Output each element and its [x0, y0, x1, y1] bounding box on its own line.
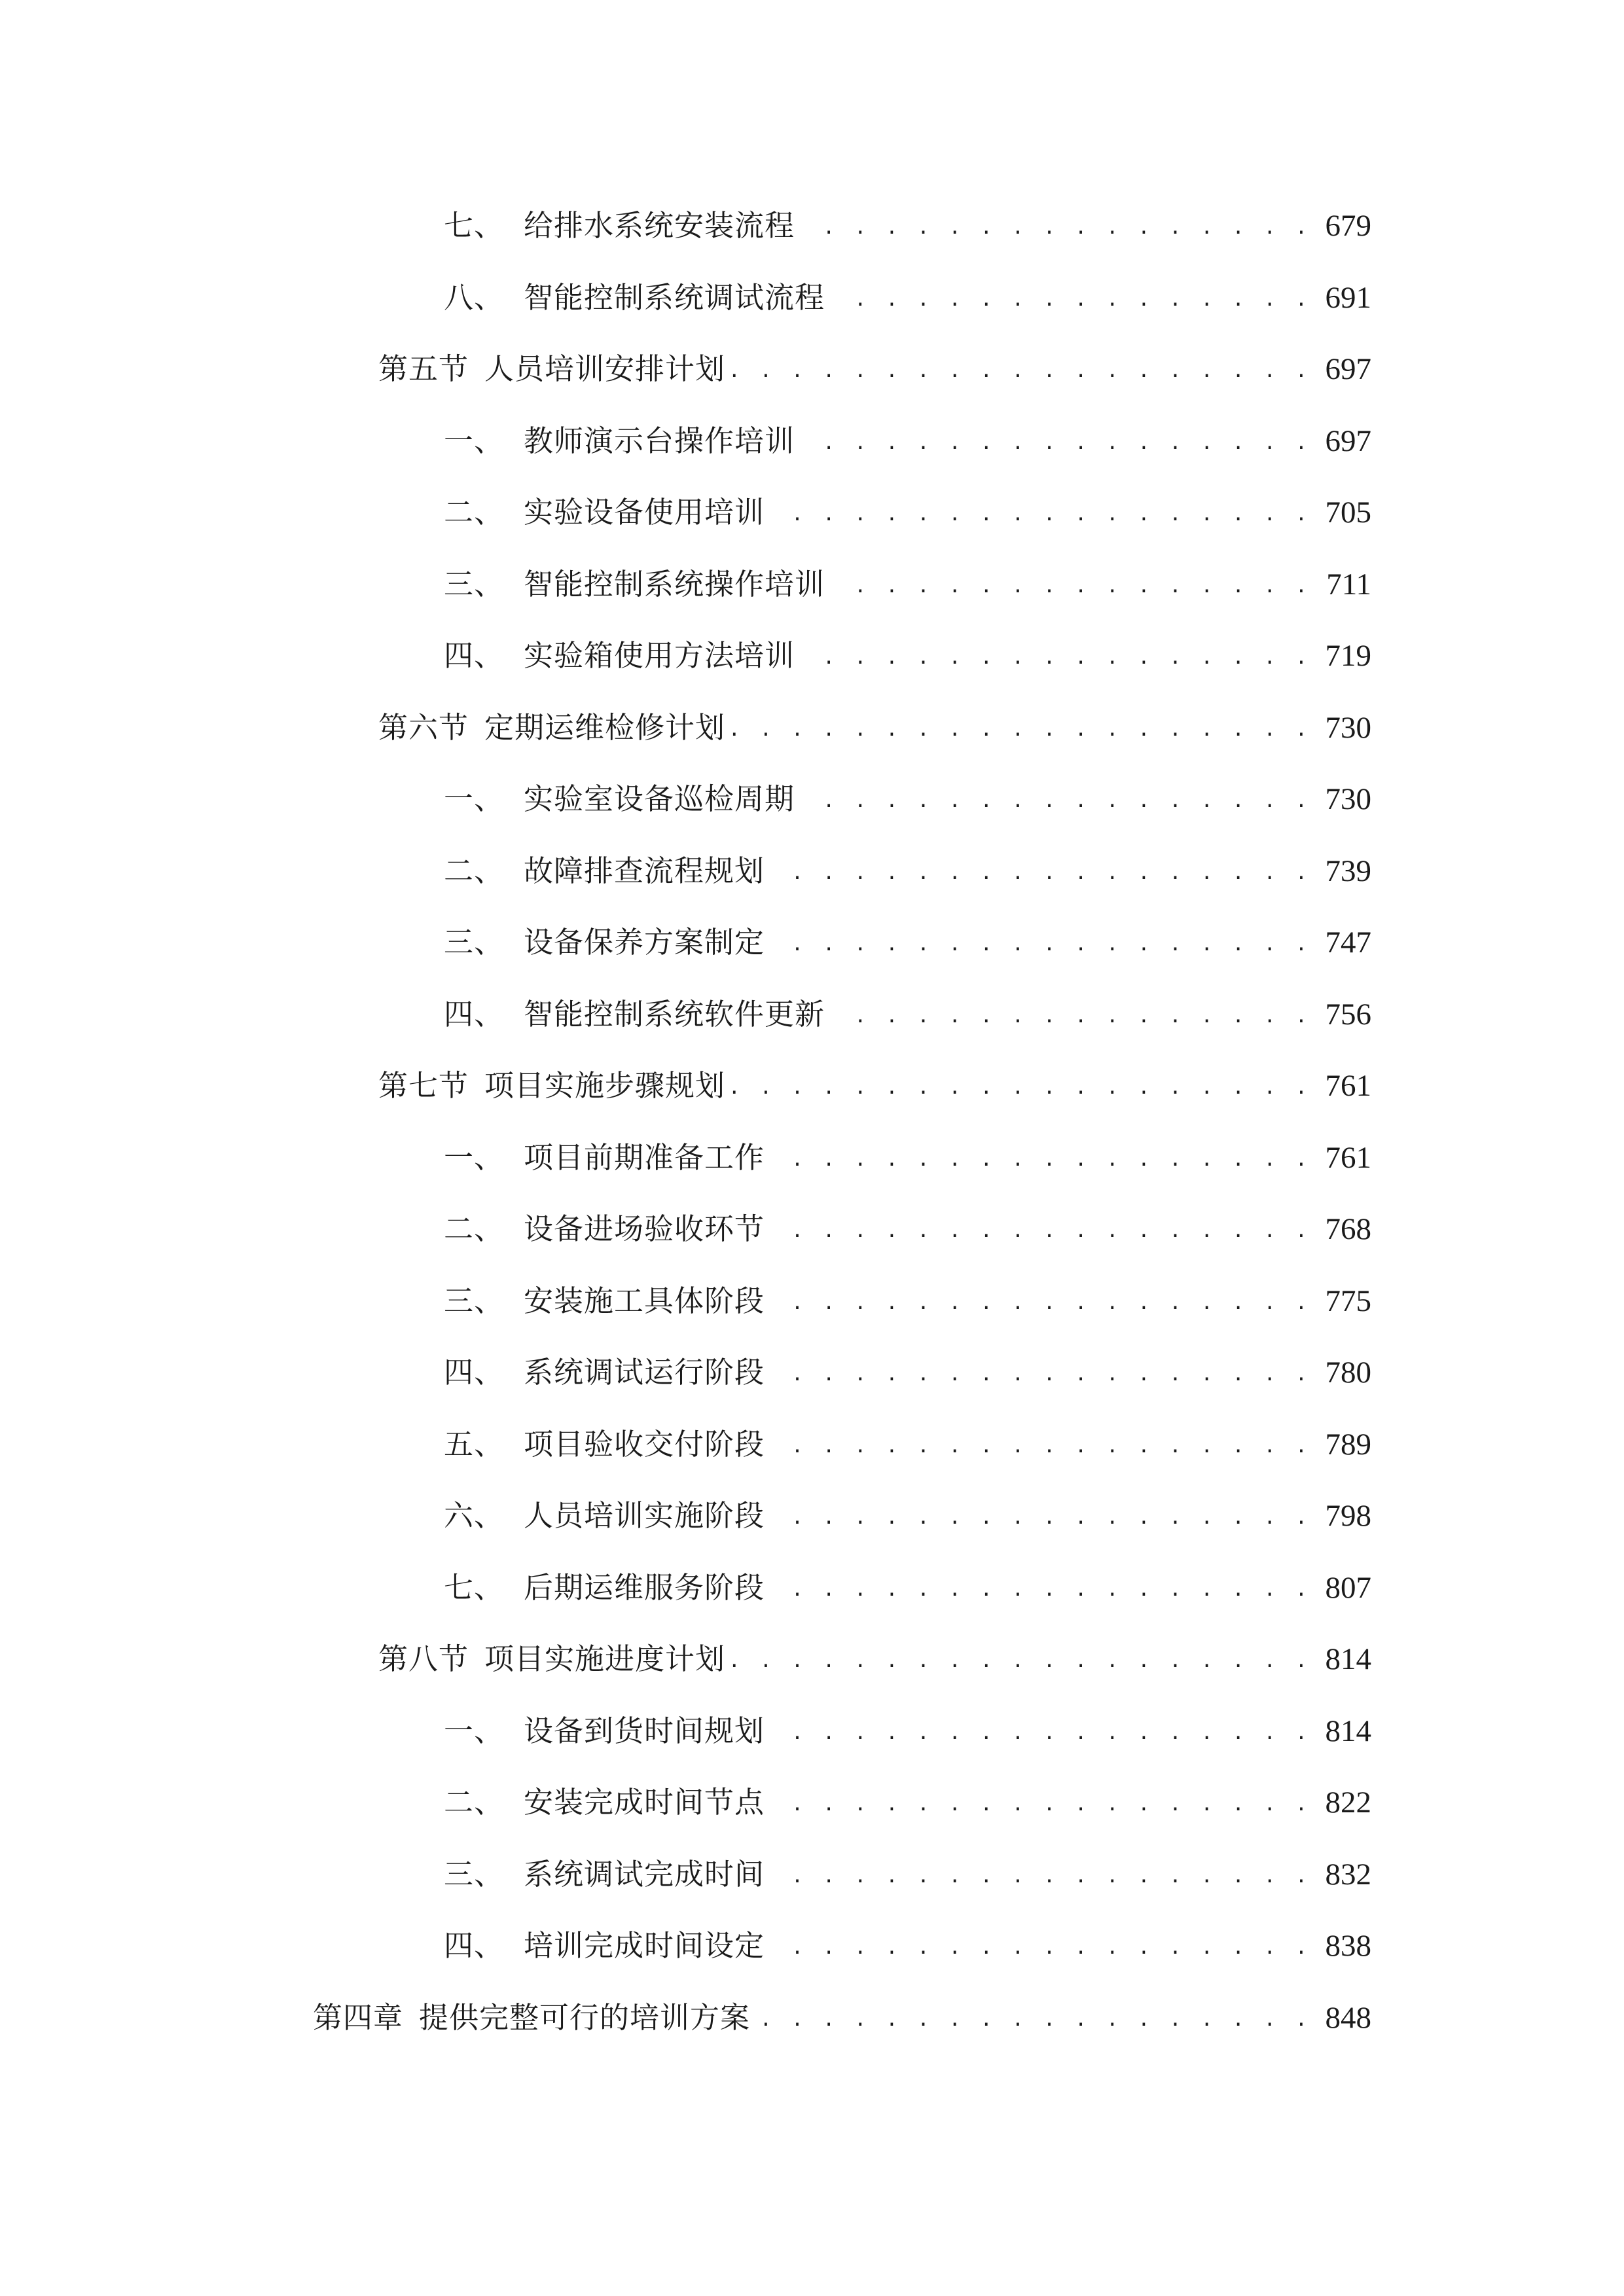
toc-entry-number: 四、	[444, 638, 505, 673]
toc-entry-title: 系统调试运行阶段	[524, 1355, 765, 1390]
toc-entry-number: 第八节	[378, 1641, 469, 1676]
toc-entry[interactable]	[444, 1490, 1371, 1542]
dot-leader	[771, 486, 1311, 539]
dot-leader	[732, 702, 1311, 754]
toc-entry-number: 第四章	[313, 2000, 404, 2035]
toc-entry-page-number: 705	[1325, 495, 1371, 529]
dot-leader	[771, 1203, 1311, 1255]
dot-leader	[771, 1705, 1311, 1757]
dot-leader	[732, 1633, 1311, 1685]
toc-entry-number: 六、	[444, 1498, 505, 1533]
toc-entry-number: 七、	[444, 208, 505, 243]
toc-entry-page-number: 756	[1325, 997, 1371, 1031]
toc-entry-page-number: 719	[1325, 639, 1371, 673]
toc-entry-number: 一、	[444, 1713, 505, 1748]
dot-leader	[771, 916, 1311, 969]
toc-entry[interactable]	[444, 630, 1371, 682]
toc-entry-title: 项目实施步骤规划	[484, 1068, 726, 1103]
toc-entry-title: 人员培训实施阶段	[524, 1498, 765, 1533]
toc-entry-page-number: 838	[1325, 1929, 1371, 1963]
toc-entry-title: 项目前期准备工作	[524, 1140, 765, 1175]
toc-entry[interactable]	[378, 1060, 1371, 1112]
toc-entry-title: 人员培训安排计划	[484, 351, 726, 386]
toc-entry-number: 第六节	[378, 710, 469, 745]
toc-entry[interactable]	[444, 415, 1371, 467]
toc-entry-title: 智能控制系统软件更新	[524, 997, 825, 1031]
dot-leader	[771, 1132, 1311, 1184]
toc-entry[interactable]	[444, 1203, 1371, 1255]
toc-entry[interactable]	[444, 1346, 1371, 1399]
toc-entry[interactable]	[444, 200, 1371, 252]
toc-entry-page-number: 761	[1325, 1069, 1371, 1103]
toc-entry-number: 四、	[444, 1355, 505, 1390]
toc-entry[interactable]	[444, 1920, 1371, 1972]
toc-entry-number: 第五节	[378, 351, 469, 386]
dot-leader	[801, 200, 1311, 252]
toc-entry-page-number: 739	[1325, 854, 1371, 888]
toc-entry-page-number: 807	[1325, 1571, 1371, 1605]
toc-entry-title: 系统调试完成时间	[524, 1857, 765, 1892]
toc-entry-page-number: 730	[1325, 782, 1371, 816]
toc-entry-number: 四、	[444, 1928, 505, 1963]
dot-leader	[771, 1920, 1311, 1972]
toc-entry[interactable]	[444, 558, 1371, 611]
toc-entry-number: 三、	[444, 567, 505, 601]
toc-entry-title: 后期运维服务阶段	[524, 1570, 765, 1605]
toc-entry-page-number: 798	[1325, 1499, 1371, 1533]
toc-entry-number: 二、	[444, 1785, 505, 1820]
toc-entry[interactable]	[444, 988, 1371, 1041]
dot-leader	[732, 1060, 1311, 1112]
toc-entry[interactable]	[444, 1776, 1371, 1829]
dot-leader	[801, 773, 1311, 825]
toc-entry-page-number: 679	[1325, 209, 1371, 243]
toc-entry-number: 二、	[444, 495, 505, 529]
toc-entry-page-number: 814	[1325, 1642, 1371, 1676]
toc-entry-title: 设备保养方案制定	[524, 925, 765, 960]
toc-entry[interactable]	[378, 343, 1371, 395]
toc-entry-number: 五、	[444, 1427, 505, 1462]
dot-leader	[757, 1992, 1311, 2044]
toc-entry-page-number: 789	[1325, 1427, 1371, 1462]
toc-entry-title: 提供完整可行的培训方案	[419, 2000, 751, 2035]
toc-entry-page-number: 711	[1326, 567, 1371, 601]
toc-entry-title: 培训完成时间设定	[524, 1928, 765, 1963]
toc-entry[interactable]	[444, 845, 1371, 897]
toc-entry-title: 安装完成时间节点	[524, 1785, 765, 1820]
toc-entry-number: 七、	[444, 1570, 505, 1605]
dot-leader	[771, 845, 1311, 897]
toc-entry-page-number: 697	[1325, 352, 1371, 386]
toc-entry-number: 第七节	[378, 1068, 469, 1103]
dot-leader	[771, 1275, 1311, 1327]
toc-entry-title: 设备到货时间规划	[524, 1713, 765, 1748]
toc-entry[interactable]	[378, 1633, 1371, 1685]
toc-entry[interactable]	[313, 1992, 1371, 2044]
toc-entry[interactable]	[444, 486, 1371, 539]
toc-entry-number: 一、	[444, 781, 505, 816]
toc-entry[interactable]	[444, 1418, 1371, 1471]
toc-entry[interactable]	[444, 1705, 1371, 1757]
toc-entry[interactable]	[444, 1132, 1371, 1184]
toc-entry-title: 设备进场验收环节	[524, 1211, 765, 1246]
toc-entry-title: 智能控制系统调试流程	[524, 280, 825, 315]
toc-entry[interactable]	[378, 702, 1371, 754]
dot-leader	[771, 1490, 1311, 1542]
toc-entry-page-number: 775	[1325, 1284, 1371, 1318]
toc-entry-title: 实验箱使用方法培训	[524, 638, 795, 673]
toc-entry-page-number: 730	[1325, 711, 1371, 745]
toc-entry[interactable]	[444, 272, 1371, 324]
toc-entry-title: 故障排查流程规划	[524, 853, 765, 888]
toc-entry-title: 智能控制系统操作培训	[524, 567, 825, 601]
dot-leader	[801, 630, 1311, 682]
toc-entry-number: 三、	[444, 1283, 505, 1318]
toc-entry-page-number: 822	[1325, 1785, 1371, 1820]
toc-entry-number: 八、	[444, 280, 505, 315]
toc-entry-title: 教师演示台操作培训	[524, 423, 795, 458]
toc-entry-page-number: 761	[1325, 1141, 1371, 1175]
toc-entry-title: 给排水系统安装流程	[524, 208, 795, 243]
toc-entry-title: 安装施工具体阶段	[524, 1283, 765, 1318]
toc-entry-page-number: 691	[1325, 281, 1371, 315]
toc-entry[interactable]	[444, 1848, 1371, 1901]
toc-entry-number: 二、	[444, 1211, 505, 1246]
dot-leader	[771, 1346, 1311, 1399]
dot-leader	[831, 558, 1311, 611]
toc-entry-number: 三、	[444, 1857, 505, 1892]
toc-entry[interactable]	[444, 1562, 1371, 1614]
toc-entry-title: 项目验收交付阶段	[524, 1427, 765, 1462]
toc-entry-number: 四、	[444, 997, 505, 1031]
dot-leader	[771, 1418, 1311, 1471]
toc-entry-number: 一、	[444, 423, 505, 458]
dot-leader	[732, 343, 1311, 395]
toc-entry[interactable]	[444, 916, 1371, 969]
toc-entry-title: 定期运维检修计划	[484, 710, 726, 745]
toc-entry-title: 项目实施进度计划	[484, 1641, 726, 1676]
toc-entry-page-number: 814	[1325, 1714, 1371, 1748]
toc-entry-title: 实验设备使用培训	[524, 495, 765, 529]
dot-leader	[771, 1776, 1311, 1829]
toc-entry-page-number: 768	[1325, 1212, 1371, 1246]
toc-entry-page-number: 848	[1325, 2001, 1371, 2035]
toc-entry[interactable]	[444, 1275, 1371, 1327]
toc-entry-title: 实验室设备巡检周期	[524, 781, 795, 816]
toc-entry-number: 二、	[444, 853, 505, 888]
toc-entry-page-number: 832	[1325, 1857, 1371, 1892]
toc-entry-number: 一、	[444, 1140, 505, 1175]
dot-leader	[771, 1562, 1311, 1614]
toc-entry[interactable]	[444, 773, 1371, 825]
toc-entry-number: 三、	[444, 925, 505, 960]
dot-leader	[831, 988, 1311, 1041]
toc-entry-page-number: 747	[1325, 925, 1371, 960]
toc-entry-page-number: 697	[1325, 424, 1371, 458]
dot-leader	[831, 272, 1311, 324]
toc-entry-page-number: 780	[1325, 1355, 1371, 1390]
dot-leader	[801, 415, 1311, 467]
dot-leader	[771, 1848, 1311, 1901]
